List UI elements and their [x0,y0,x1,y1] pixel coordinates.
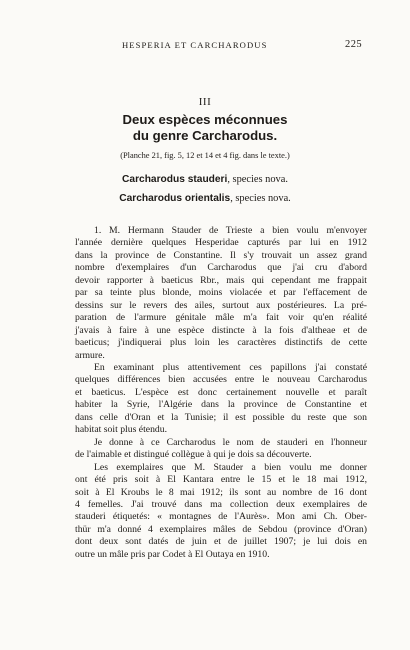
text-line: outre un mâle pris par Codet à El Outaya en 1910. [75,548,270,560]
page-number: 225 [345,39,362,50]
text-line: baeticus; j'indiquerai plus loin les caractères distinctifs de cette [75,337,367,349]
text-line: 1. M. Hermann Stauder de Trieste a bien voulu m'envoyer [94,225,367,236]
text-line: par sa teinte plus blonde, moins violacée et par l'effacement de [75,287,367,299]
text-line: Je donne à ce Carcharodus le nom de stauderi en l'honneur [94,436,367,448]
text-line: nombre d'exemplaires d'un Carcharodus que j'ai cru d'abord [75,262,367,274]
text-line: dont deux sont datés de juin et de juillet 1907; je lui dois en [75,536,367,548]
paragraph [75,437,367,462]
running-head: HESPERIA ET CARCHARODUS [122,40,268,50]
title-line: Deux espèces méconnues [122,112,288,127]
text-line: armure. [75,349,105,361]
text-line: Les exemplaires que M. Stauder a bien voulu me donner [94,461,367,473]
text-line: et baeticus. L'espèce est donc certainement nouvelle et paraît [75,386,367,398]
text-line: 4 femelles. J'ai trouvé dans ma collection deux exemplaires de [75,498,367,510]
text-line: dans celle d'Oran et la Tunisie; il est possible du reste que son [75,411,367,423]
text-line: stauderi étiquetés: « montagnes de l'Aurès». Mon ami Ch. Ober- [75,511,367,523]
text-line: thür m'a donné 4 exemplaires mâles de Sebdou (province d'Oran) [75,523,367,535]
species-status: , species nova. [230,193,291,204]
text-line: dans la province de Constantine. Il s'y trouvait un assez grand [75,249,367,261]
text-line: En examinant plus attentivement ces papillons j'ai constaté [94,361,367,373]
text-line: habiter la Syrie, l'Algérie dans la province de Constantine et [75,399,367,411]
text-line: devoir rapporter à baeticus Rbr., mais qui cependant me frappait [75,274,367,286]
title-line: du genre Carcharodus. [132,128,278,143]
text-line: dessins sur le revers des ailes, surtout aux postérieures. La pré- [75,299,367,311]
text-line: paration de l'armure génitale mâle m'a fait voir qu'en réalité [75,312,367,324]
text-line: soit à El Kroubs le 8 mai 1912; ils sont au nombre de 16 dont [75,486,367,498]
species-heading [0,193,410,204]
page-header [94,40,362,54]
text-line: habitat soit plus étendu. [75,424,168,436]
species-heading [0,174,410,185]
text-line: quelques différences bien accusées entre le nouveau Carcharodus [75,374,367,386]
paragraph [75,462,367,562]
species-name: Carcharodus stauderi [122,174,228,185]
text-line: de l'aimable et distingué collègue à qui je dois sa découverte. [75,449,312,461]
section-number: III [198,96,212,108]
paragraph [75,225,367,362]
paragraph [75,362,367,437]
plate-reference: (Planche 21, fig. 5, 12 et 14 et 4 fig. dans le texte.) [120,151,290,160]
text-line: l'année dernière quelques Hesperidae capturés par lui en 1912 [75,237,367,249]
body-text [75,225,367,561]
species-status: , species nova. [227,174,288,185]
article-title [0,112,410,144]
text-line: j'avais à faire à une espèce distincte à la fois d'altheae et de [75,324,367,336]
species-name: Carcharodus orientalis [119,193,231,204]
text-line: ont été pris soit à El Kantara entre le 15 et le 18 mai 1912, [75,474,367,486]
